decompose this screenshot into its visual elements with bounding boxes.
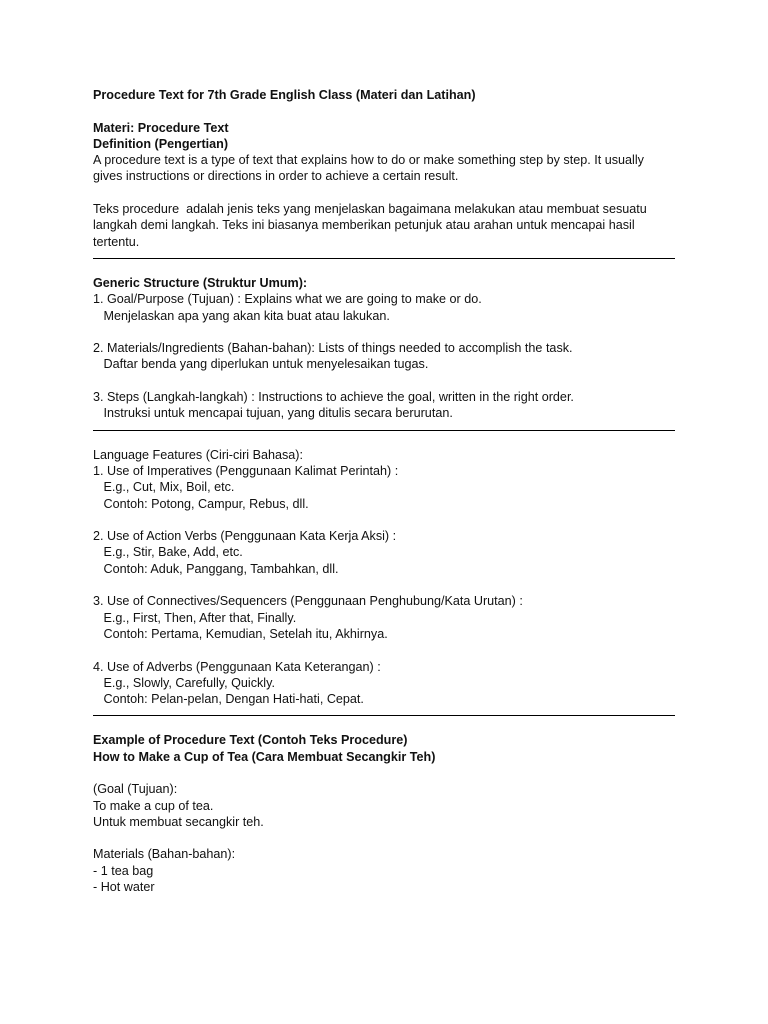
goal-id: Untuk membuat secangkir teh. (93, 814, 264, 829)
spacer (93, 103, 675, 119)
structure-item: 2. Materials/Ingredients (Bahan-bahan): Lists of things needed to accomplish the task. (93, 341, 573, 356)
language-item-example: E.g., Cut, Mix, Boil, etc. (93, 480, 235, 495)
document-title: Procedure Text for 7th Grade English Class (Materi dan Latihan) (93, 88, 476, 102)
language-item-contoh: Contoh: Pelan-pelan, Dengan Hati-hati, Cepat. (93, 692, 364, 707)
structure-item-translation: Menjelaskan apa yang akan kita buat atau lakukan. (93, 308, 390, 323)
definition-en-line: A procedure text is a type of text that explains how to do or make something step by step. It usually (93, 153, 644, 168)
spacer (93, 512, 675, 528)
materials-item: - 1 tea bag (93, 863, 154, 878)
structure-item: 3. Steps (Langkah-langkah) : Instructions to achieve the goal, written in the right order. (93, 390, 574, 405)
spacer (93, 577, 675, 593)
goal-label: (Goal (Tujuan): (93, 782, 178, 797)
language-item-example: E.g., Stir, Bake, Add, etc. (93, 545, 243, 560)
spacer (93, 373, 675, 389)
materials-item: - Hot water (93, 880, 155, 895)
materials-label: Materials (Bahan-bahan): (93, 847, 236, 862)
definition-heading: Definition (Pengertian) (93, 136, 229, 151)
section-divider (93, 430, 675, 431)
document-page (93, 87, 675, 895)
spacer (93, 830, 675, 846)
structure-heading: Generic Structure (Struktur Umum): (93, 275, 308, 290)
language-item: 1. Use of Imperatives (Penggunaan Kalimat Perintah) : (93, 463, 399, 478)
language-item-contoh: Contoh: Aduk, Panggang, Tambahkan, dll. (93, 561, 339, 576)
definition-id-line: Teks procedure adalah jenis teks yang menjelaskan bagaimana melakukan atau membuat sesuatu (93, 202, 647, 217)
spacer (93, 765, 675, 781)
section-divider (93, 258, 675, 259)
structure-item-translation: Instruksi untuk mencapai tujuan, yang ditulis secara berurutan. (93, 406, 453, 421)
structure-item: 1. Goal/Purpose (Tujuan) : Explains what we are going to make or do. (93, 292, 482, 307)
spacer (93, 642, 675, 658)
language-item-contoh: Contoh: Pertama, Kemudian, Setelah itu, Akhirnya. (93, 626, 388, 641)
goal-en: To make a cup of tea. (93, 798, 214, 813)
language-item: 4. Use of Adverbs (Penggunaan Kata Keterangan) : (93, 659, 381, 674)
example-subheading: How to Make a Cup of Tea (Cara Membuat Secangkir Teh) (93, 749, 436, 764)
language-item-example: E.g., First, Then, After that, Finally. (93, 610, 297, 625)
language-item-contoh: Contoh: Potong, Campur, Rebus, dll. (93, 496, 309, 511)
section-divider (93, 715, 675, 716)
spacer (93, 185, 675, 201)
language-item: 3. Use of Connectives/Sequencers (Penggunaan Penghubung/Kata Urutan) : (93, 594, 523, 609)
materi-heading: Materi: Procedure Text (93, 120, 229, 135)
structure-item-translation: Daftar benda yang diperlukan untuk menyelesaikan tugas. (93, 357, 429, 372)
language-item: 2. Use of Action Verbs (Penggunaan Kata Kerja Aksi) : (93, 529, 397, 544)
definition-id-line: langkah demi langkah. Teks ini biasanya memberikan petunjuk atau arahan untuk mencapai hasil (93, 218, 635, 233)
language-heading: Language Features (Ciri-ciri Bahasa): (93, 447, 303, 462)
definition-en-line: gives instructions or directions in order to achieve a certain result. (93, 169, 459, 184)
definition-id-line: tertentu. (93, 234, 140, 249)
language-item-example: E.g., Slowly, Carefully, Quickly. (93, 675, 275, 690)
spacer (93, 324, 675, 340)
example-heading: Example of Procedure Text (Contoh Teks Procedure) (93, 733, 408, 748)
